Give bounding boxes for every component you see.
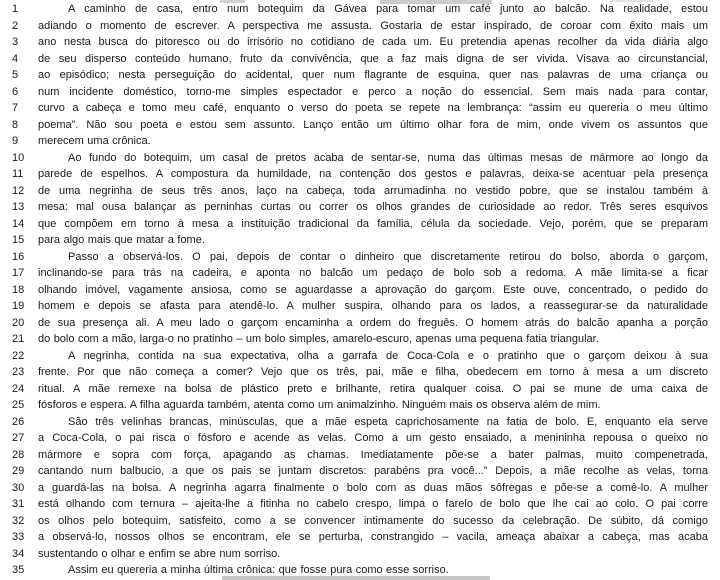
line-text: de uma negrinha de seus três anos, laço na cabeça, toda arrumadinha no vestido pobre, que se instalou também à bbox=[38, 184, 708, 197]
text-line bbox=[0, 513, 720, 530]
line-number: 5 bbox=[12, 69, 19, 81]
line-number: 10 bbox=[12, 151, 25, 164]
text-line bbox=[0, 381, 720, 398]
line-text: ano nesta busca do pitoresco ou do irrisório no cotidiano de cada um. Eu pretendia apenas recolher da vida diária algo bbox=[38, 36, 708, 48]
line-text: A negrinha, contida na sua expectativa, olha a garrafa de Coca-Cola e o pratinho que o garçom deixou à sua bbox=[68, 349, 708, 362]
text-line bbox=[0, 34, 720, 51]
text-line bbox=[0, 18, 720, 35]
text-line bbox=[0, 84, 720, 101]
line-text: São três velinhas brancas, minúsculas, que a mãe espeta caprichosamente na fatia de bolo. E, enquanto ela serve bbox=[68, 415, 708, 428]
line-number: 9 bbox=[12, 135, 19, 147]
line-number: 19 bbox=[12, 300, 25, 312]
line-number: 22 bbox=[12, 349, 25, 362]
line-number: 33 bbox=[12, 531, 25, 543]
text-line bbox=[0, 331, 720, 348]
text-line bbox=[0, 480, 720, 497]
line-text: sustentando o olhar e enfim se abre num sorriso. bbox=[38, 547, 281, 560]
line-text: poema”. Não sou poeta e estou sem assunto. Lanço então um último olhar fora de mim, onde vivem os assuntos que bbox=[38, 118, 708, 131]
text-line bbox=[0, 166, 720, 183]
line-text: adiando o momento de escrever. A perspectiva me assusta. Gostaria de estar inspirado, de coroar com êxito mais um bbox=[38, 19, 708, 32]
text-line bbox=[0, 100, 720, 117]
text-line bbox=[0, 265, 720, 282]
line-number: 15 bbox=[12, 234, 25, 246]
text-line bbox=[0, 150, 720, 167]
text-line bbox=[0, 183, 720, 200]
line-text: homem e depois se afasta para atendê-lo. A mulher suspira, olhando para os lados, a reassegurar-se da naturalidade bbox=[38, 300, 708, 312]
text-line bbox=[0, 529, 720, 546]
line-number: 35 bbox=[12, 564, 25, 576]
line-text: que compõem em torno à mesa a instituição tradicional da família, célula da sociedade. Vejo, porém, que se preparam bbox=[38, 217, 708, 230]
text-line bbox=[0, 216, 720, 233]
line-number: 25 bbox=[12, 399, 25, 411]
line-number: 16 bbox=[12, 250, 25, 263]
line-text: a guardá-las na bolsa. A negrinha agarra finalmente o bolo com as duas mãos sôfregas e põe-se a comê-lo. A mulher bbox=[38, 481, 708, 494]
text-line bbox=[0, 249, 720, 266]
line-number: 7 bbox=[12, 102, 19, 114]
line-text: fósforos e espera. A filha aguarda também, atenta como um animalzinho. Ninguém mais os observa além de mim. bbox=[38, 399, 601, 411]
line-text: olhando imóvel, vagamente ansiosa, como se aguardasse a aprovação do garçom. Este ouve, concentrado, o pedido do bbox=[38, 283, 708, 296]
line-number: 28 bbox=[12, 448, 25, 461]
line-text: Passo a observá-los. O pai, depois de contar o dinheiro que discretamente retirou do bolso, aborda o garçom, bbox=[68, 250, 708, 263]
line-number: 17 bbox=[12, 267, 25, 279]
line-number: 2 bbox=[12, 19, 19, 32]
line-number: 8 bbox=[12, 118, 19, 131]
line-number: 23 bbox=[12, 366, 25, 378]
line-text: A caminho de casa, entro num botequim da Gávea para tomar um café junto ao balcão. Na realidade, estou bbox=[68, 3, 708, 15]
text-line bbox=[0, 430, 720, 447]
line-text: ao episódico; nesta perseguição do acidental, quer num flagrante de esquina, quer nas palavras de uma criança ou bbox=[38, 69, 708, 81]
text-line bbox=[0, 282, 720, 299]
line-text: os olhos pelo botequim, satisfeito, como a se convencer intimamente do sucesso da celebração. De súbito, dá comigo bbox=[38, 514, 708, 527]
line-text: curvo a cabeça e tomo meu café, enquanto o verso do poeta se repete na lembrança: “assim eu quereria o meu último bbox=[38, 102, 708, 114]
text-line bbox=[0, 117, 720, 134]
line-number: 24 bbox=[12, 382, 25, 395]
line-number: 6 bbox=[12, 85, 19, 98]
line-number: 3 bbox=[12, 36, 19, 48]
line-text: num incidente doméstico, torno-me simples espectador e perco a noção do essencial. Sem mais nada para contar, bbox=[38, 85, 708, 98]
text-line bbox=[0, 67, 720, 84]
text-line bbox=[0, 315, 720, 332]
line-text: ritual. A mãe remexe na bolsa de plástico preto e brilhante, retira qualquer coisa. O pai se mune de uma caixa de bbox=[38, 382, 708, 395]
line-number: 27 bbox=[12, 432, 25, 444]
text-line bbox=[0, 496, 720, 513]
line-number: 4 bbox=[12, 52, 19, 65]
line-number: 29 bbox=[12, 465, 25, 477]
line-number: 13 bbox=[12, 201, 25, 213]
text-line bbox=[0, 232, 720, 249]
line-text: está olhando com ternura – ajeita-lhe a fitinha no cabelo crespo, limpa o farelo de bolo que lhe cai ao colo. O pai corre bbox=[38, 498, 708, 510]
line-list bbox=[0, 1, 720, 579]
line-number: 34 bbox=[12, 547, 25, 560]
line-number: 18 bbox=[12, 283, 25, 296]
line-text: Assim eu quereria a minha última crônica: que fosse pura como esse sorriso. bbox=[68, 564, 449, 576]
line-text: Ao fundo do botequim, um casal de pretos acaba de sentar-se, numa das últimas mesas de mármore ao longo da bbox=[68, 151, 708, 164]
line-number: 26 bbox=[12, 415, 25, 428]
line-number: 1 bbox=[12, 3, 19, 15]
line-number: 20 bbox=[12, 316, 25, 329]
line-text: cantando num balbucio, a que os pais se juntam discretos: parabéns pra você...” Depois, a mãe recolhe as velas, torna bbox=[38, 465, 708, 477]
line-text: a observá-lo, nossos olhos se encontram, ele se perturba, constrangido – vacila, ameaça abaixar a cabeça, mas acaba bbox=[38, 531, 708, 543]
text-line bbox=[0, 51, 720, 68]
screenshot-edge-artifact bbox=[222, 576, 490, 580]
line-text: inclinando-se para trás na cadeira, e aponta no balcão um pedaço de bolo sob a redoma. A mãe limita-se a ficar bbox=[38, 267, 708, 279]
line-number: 31 bbox=[12, 498, 25, 510]
line-text: do bolo com a mão, larga-o no pratinho – um bolo simples, amarelo-escuro, apenas uma pequena fatia triangular. bbox=[38, 333, 599, 345]
text-line bbox=[0, 546, 720, 563]
text-line bbox=[0, 397, 720, 414]
line-text: mesa: mal ousa balançar as perninhas curtas ou correr os olhos grandes de curiosidade ao redor. Três seres esquivos bbox=[38, 201, 708, 213]
line-number: 21 bbox=[12, 333, 25, 345]
line-text: a Coca-Cola, o pai risca o fósforo e acende as velas. Como a um gesto ensaiado, a menininha repousa o queixo no bbox=[38, 432, 708, 444]
line-text: merecem uma crônica. bbox=[38, 135, 151, 147]
text-line bbox=[0, 133, 720, 150]
text-line bbox=[0, 199, 720, 216]
text-line bbox=[0, 414, 720, 431]
line-text: frente. Por que não começa a comer? Vejo que os três, pai, mãe e filha, obedecem em torno à mesa a um discreto bbox=[38, 366, 708, 378]
text-line bbox=[0, 298, 720, 315]
line-number: 11 bbox=[12, 168, 24, 180]
line-text: para algo mais que matar a fome. bbox=[38, 234, 205, 246]
line-number: 32 bbox=[12, 514, 25, 527]
line-text: de sua presença ali. A meu lado o garçom encaminha a ordem do freguês. O homem atrás do balcão apanha a porção bbox=[38, 316, 708, 329]
text-line bbox=[0, 364, 720, 381]
line-text: parede de espelhos. A compostura da humildade, na contenção dos gestos e palavras, deixa-se acentuar pela presença bbox=[38, 168, 708, 180]
line-number: 14 bbox=[12, 217, 25, 230]
line-text: de seu disperso conteúdo humano, fruto da convivência, que a faz mais digna de ser vivida. Visava ao circunstancial, bbox=[38, 52, 708, 65]
text-line bbox=[0, 447, 720, 464]
text-line bbox=[0, 348, 720, 365]
text-line bbox=[0, 1, 720, 18]
text-line bbox=[0, 463, 720, 480]
line-number: 12 bbox=[12, 184, 25, 197]
line-text: mármore e sopra com força, apagando as chamas. Imediatamente põe-se a bater palmas, muito compenetrada, bbox=[38, 448, 708, 461]
line-number: 30 bbox=[12, 481, 25, 494]
